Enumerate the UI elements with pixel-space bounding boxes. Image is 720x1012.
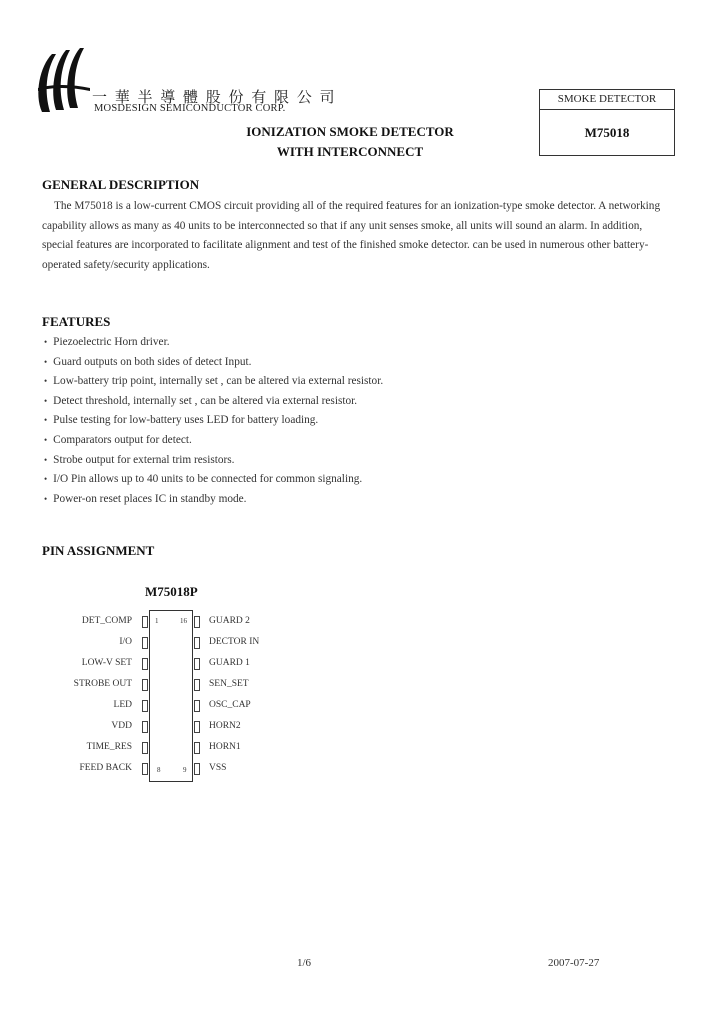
features-heading: FEATURES — [42, 314, 111, 329]
product-category: SMOKE DETECTOR — [540, 90, 674, 110]
left-pin-box — [142, 763, 148, 775]
right-pin-box — [194, 679, 200, 691]
features-list — [44, 333, 383, 509]
right-pin-box — [194, 616, 200, 628]
pin-number-16: 16 — [180, 617, 187, 625]
feature-item: • I/O Pin allows up to 40 units to be connected for common signaling. — [44, 470, 383, 490]
pin-number-1: 1 — [155, 617, 159, 625]
right-pin-label: GUARD 1 — [209, 658, 250, 668]
right-pin-box — [194, 658, 200, 670]
feature-item: • Guard outputs on both sides of detect Input. — [44, 353, 383, 373]
right-pin-box — [194, 742, 200, 754]
left-pin-box — [142, 616, 148, 628]
product-box — [539, 89, 675, 156]
right-pin-label: HORN2 — [209, 721, 241, 731]
left-pin-box — [142, 721, 148, 733]
left-pin-box — [142, 658, 148, 670]
left-pin-label: LOW-V SET — [81, 658, 132, 668]
feature-item: • Piezoelectric Horn driver. — [44, 333, 383, 353]
right-pin-label: HORN1 — [209, 742, 241, 752]
feature-item: • Pulse testing for low-battery uses LED for battery loading. — [44, 411, 383, 431]
pin-number-8: 8 — [157, 766, 161, 774]
feature-item: • Detect threshold, internally set , can be altered via external resistor. — [44, 392, 383, 412]
general-description-heading: GENERAL DESCRIPTION — [42, 177, 200, 192]
feature-item: • Low-battery trip point, internally set , can be altered via external resistor. — [44, 372, 383, 392]
left-pin-label: LED — [113, 700, 132, 710]
page-number: 1/6 — [297, 957, 312, 969]
document-title-line1: IONIZATION SMOKE DETECTOR — [246, 124, 454, 139]
left-pin-label: I/O — [119, 637, 132, 647]
package-name: M75018P — [145, 584, 198, 599]
right-pin-box — [194, 721, 200, 733]
right-pin-label: SEN_SET — [209, 679, 249, 689]
part-number: M75018 — [584, 125, 630, 140]
logo-mark-icon — [34, 44, 94, 116]
right-pin-label: OSC_CAP — [209, 700, 251, 710]
left-pin-label: FEED BACK — [79, 763, 132, 773]
left-pin-label: VDD — [111, 721, 132, 731]
general-description-text: The M75018 is a low-current CMOS circuit providing all of the required features for an ionization-type smoke detector. A networking capability allows as many as 40 units to be interconnected so that if any unit senses smoke, all units will sound an alarm. In addition, special features are incorporated to facilitate alignment and test of the finished smoke detector. can be used in numerous other battery-operated safety/security applications. — [42, 200, 661, 271]
company-name-english: MOSDESIGN SEMICONDUCTOR CORP. — [94, 103, 286, 114]
left-pin-label: STROBE OUT — [73, 679, 132, 689]
company-name-chinese: 一 華 半 導 體 股 份 有 限 公 司 — [92, 90, 337, 106]
right-pin-label: VSS — [209, 763, 227, 773]
feature-item: • Power-on reset places IC in standby mode. — [44, 490, 383, 510]
pin-assignment-heading: PIN ASSIGNMENT — [42, 543, 155, 558]
ic-package-body — [149, 610, 193, 782]
document-date: 2007-07-27 — [548, 957, 600, 969]
right-pin-label: GUARD 2 — [209, 616, 250, 626]
left-pin-box — [142, 637, 148, 649]
right-pin-box — [194, 700, 200, 712]
left-pin-label: DET_COMP — [81, 616, 132, 626]
pin-number-9: 9 — [183, 766, 187, 774]
left-pin-box — [142, 742, 148, 754]
document-title-line2: WITH INTERCONNECT — [276, 144, 424, 159]
feature-item: • Comparators output for detect. — [44, 431, 383, 451]
right-pin-box — [194, 637, 200, 649]
company-logo — [34, 44, 94, 116]
left-pin-label: TIME_RES — [86, 742, 132, 752]
left-pin-box — [142, 679, 148, 691]
right-pin-label: DECTOR IN — [209, 637, 260, 647]
left-pin-box — [142, 700, 148, 712]
right-pin-box — [194, 763, 200, 775]
feature-item: • Strobe output for external trim resistors. — [44, 451, 383, 471]
